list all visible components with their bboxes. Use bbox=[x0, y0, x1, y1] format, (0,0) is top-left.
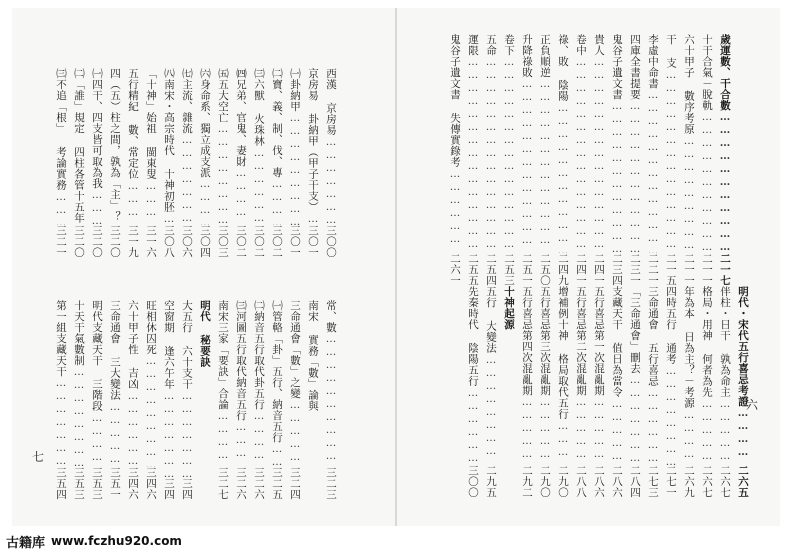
toc-entry-page: 三〇二 bbox=[253, 225, 265, 258]
toc-entry bbox=[572, 286, 590, 498]
toc-leader-dots bbox=[304, 213, 322, 226]
book-spread bbox=[12, 8, 780, 526]
toc-entry bbox=[250, 68, 268, 258]
toc-entry-page: 二六一 bbox=[449, 253, 461, 286]
toc-entry bbox=[626, 34, 644, 286]
toc-entry bbox=[662, 34, 680, 286]
toc-entry bbox=[268, 68, 286, 258]
toc-entry bbox=[286, 300, 304, 500]
toc-entry bbox=[250, 300, 268, 500]
toc-entry-title: 明代支藏天干 三階段 bbox=[91, 300, 103, 412]
toc-entry bbox=[232, 300, 250, 500]
toc-leader-dots bbox=[446, 168, 464, 254]
toc-entry-page: 二八八 bbox=[575, 465, 587, 498]
toc-entry-page: 三二〇 bbox=[73, 225, 85, 258]
right-top-toc-block bbox=[434, 34, 734, 286]
toc-entry bbox=[268, 300, 286, 500]
toc-entry-page: 三〇八 bbox=[163, 225, 175, 258]
toc-leader-dots bbox=[268, 178, 286, 225]
toc-entry-page: 三〇〇 bbox=[325, 225, 337, 258]
toc-entry-title: 卷中 bbox=[575, 34, 587, 56]
toc-entry bbox=[178, 300, 196, 500]
toc-entry bbox=[500, 34, 518, 286]
toc-entry-title: 格局・用神 何者為先 bbox=[701, 286, 713, 398]
toc-entry-page: 二三一 bbox=[629, 253, 641, 286]
toc-leader-dots bbox=[644, 387, 662, 466]
toc-entry bbox=[286, 68, 304, 258]
toc-leader-dots bbox=[482, 56, 500, 253]
toc-entry-page: 二七三 bbox=[647, 465, 659, 498]
toc-entry bbox=[518, 34, 536, 286]
toc-entry bbox=[554, 286, 572, 498]
toc-entry-title: 西漢 京房易 bbox=[325, 68, 337, 136]
toc-entry-title: 李虛中命書 bbox=[647, 34, 659, 89]
toc-leader-dots bbox=[88, 189, 106, 225]
toc-entry-title: 南宋 實務「數」論與 bbox=[307, 300, 319, 412]
toc-entry-title: 鬼谷子遺文書 失傳實錄考 bbox=[449, 34, 461, 168]
toc-entry bbox=[626, 286, 644, 498]
toc-entry-title: 五行喜忌第三次混亂期 bbox=[539, 286, 551, 396]
toc-entry bbox=[142, 300, 160, 500]
toc-entry-page: 三〇二 bbox=[271, 225, 283, 258]
toc-entry-title: 南宋三家「要訣」合論 bbox=[217, 300, 229, 410]
toc-entry-page: 三四 bbox=[181, 478, 193, 500]
toc-leader-dots bbox=[662, 69, 680, 254]
toc-entry-page: 三五三 bbox=[73, 467, 85, 500]
toc-entry bbox=[214, 300, 232, 500]
toc-leader-dots bbox=[178, 134, 196, 225]
toc-entry-title: 伴柱・日干 孰為命主 bbox=[719, 286, 731, 398]
toc-entry-title: 空窗期 逢六午年 bbox=[163, 300, 175, 390]
toc-leader-dots bbox=[734, 407, 752, 465]
right-page bbox=[396, 8, 780, 526]
toc-entry bbox=[214, 68, 232, 258]
toc-entry-page: 二九〇 bbox=[539, 465, 551, 498]
toc-leader-dots bbox=[536, 78, 554, 253]
toc-entry-page: 三二六 bbox=[253, 467, 265, 500]
toc-entry-title: 「三命通會」刪去 bbox=[629, 286, 641, 374]
toc-entry bbox=[608, 286, 626, 498]
toc-entry-title: 十干合氣－脫軌 bbox=[701, 34, 713, 111]
toc-leader-dots bbox=[196, 178, 214, 225]
toc-entry-page: 三〇一 bbox=[289, 225, 301, 258]
toc-entry-title: ㈤五大空亡 bbox=[217, 68, 229, 123]
toc-entry-title: 第一組支藏天干 bbox=[55, 300, 67, 377]
toc-entry bbox=[322, 300, 340, 500]
toc-entry bbox=[52, 68, 70, 258]
toc-entry bbox=[608, 34, 626, 286]
toc-leader-dots bbox=[142, 180, 160, 226]
toc-entry-page: 三二五 bbox=[271, 467, 283, 500]
toc-leader-dots bbox=[286, 399, 304, 467]
toc-entry bbox=[644, 34, 662, 286]
toc-entry-title: ㈡「誰」規定 四柱各管十五年 bbox=[73, 68, 85, 224]
toc-leader-dots bbox=[322, 136, 340, 226]
toc-entry-page: 二四一 bbox=[575, 253, 587, 286]
toc-leader-dots bbox=[70, 366, 88, 467]
toc-entry bbox=[554, 34, 572, 286]
toc-entry-title: 六十甲子 數序考原 bbox=[683, 34, 695, 135]
toc-entry bbox=[464, 286, 482, 498]
toc-entry-page: 三四 bbox=[163, 478, 175, 500]
toc-entry-title: 「十神」始祖 閩東叟 bbox=[145, 68, 157, 180]
toc-leader-dots bbox=[698, 111, 716, 253]
toc-entry bbox=[52, 300, 70, 500]
right-bottom-toc-block bbox=[434, 286, 752, 498]
toc-leader-dots bbox=[554, 420, 572, 466]
left-bottom-toc-block bbox=[40, 300, 340, 500]
toc-entry-page: 二一五 bbox=[665, 253, 677, 286]
toc-entry bbox=[644, 286, 662, 498]
toc-entry-page: 二一一 bbox=[683, 253, 695, 286]
toc-entry-title: 三命通會 五行喜忌 bbox=[647, 286, 659, 387]
toc-entry-title: 四時五行 通考 bbox=[665, 286, 677, 365]
toc-leader-dots bbox=[662, 365, 680, 466]
toc-entry bbox=[536, 286, 554, 498]
toc-entry bbox=[698, 34, 716, 286]
toc-leader-dots bbox=[160, 390, 178, 479]
toc-entry-page: 三〇二 bbox=[235, 225, 247, 258]
toc-entry-page: 三四六 bbox=[145, 467, 157, 500]
toc-entry-page: 二八六 bbox=[593, 465, 605, 498]
toc-leader-dots bbox=[482, 354, 500, 466]
toc-entry-title: 十神起源 bbox=[503, 286, 515, 330]
toc-leader-dots bbox=[52, 377, 70, 467]
toc-entry-page: 二九二 bbox=[521, 465, 533, 498]
toc-entry-title: 貴人 bbox=[593, 34, 605, 56]
toc-entry bbox=[196, 68, 214, 258]
toc-entry bbox=[698, 286, 716, 498]
toc-entry-page: 二六七 bbox=[701, 465, 713, 498]
toc-entry-page: 二五五 bbox=[467, 253, 479, 286]
toc-entry bbox=[88, 300, 106, 500]
toc-entry-page: 二三四 bbox=[611, 253, 623, 286]
toc-entry bbox=[106, 300, 124, 500]
toc-entry-page: 二八四 bbox=[629, 465, 641, 498]
toc-leader-dots bbox=[322, 333, 340, 467]
toc-entry-title: ㈣兄弟、官鬼、妻財 bbox=[235, 68, 247, 167]
toc-entry-title: 大五行 六十支干 bbox=[181, 300, 193, 390]
toc-leader-dots bbox=[124, 180, 142, 226]
toc-entry bbox=[590, 286, 608, 498]
toc-entry-title: 常、數 bbox=[325, 300, 337, 333]
toc-entry-page: 二五〇 bbox=[539, 253, 551, 286]
toc-entry-page: 二九〇 bbox=[557, 465, 569, 498]
toc-entry bbox=[88, 68, 106, 258]
toc-leader-dots bbox=[214, 123, 232, 225]
toc-leader-dots bbox=[268, 443, 286, 467]
toc-entry-page: 二八六 bbox=[611, 465, 623, 498]
toc-entry bbox=[680, 34, 698, 286]
toc-entry-title: 支藏天干 值日為當令 bbox=[611, 286, 623, 398]
toc-entry-page: 二二一 bbox=[647, 253, 659, 286]
toc-entry-page: 三一九 bbox=[127, 225, 139, 258]
toc-entry-page: 三二七 bbox=[217, 467, 229, 500]
site-url: www.fczhu920.com bbox=[51, 534, 182, 548]
toc-leader-dots bbox=[178, 390, 196, 479]
toc-entry bbox=[304, 300, 322, 500]
toc-leader-dots bbox=[716, 111, 734, 253]
toc-entry-page: 二四九 bbox=[557, 253, 569, 286]
toc-leader-dots bbox=[124, 390, 142, 468]
toc-entry bbox=[142, 68, 160, 258]
toc-entry-title: 干 支 bbox=[665, 34, 677, 69]
toc-entry-title: 歲運數、干合數 bbox=[719, 34, 731, 111]
toc-leader-dots bbox=[626, 374, 644, 465]
left-page bbox=[12, 8, 396, 526]
toc-entry bbox=[178, 68, 196, 258]
toc-entry-title: 祿、敗 陰陽 bbox=[557, 34, 569, 102]
toc-entry-page: 二五一 bbox=[521, 253, 533, 286]
toc-leader-dots bbox=[572, 56, 590, 253]
toc-entry-title: ㈦主流、雜流 bbox=[181, 68, 193, 134]
left-top-toc-block bbox=[40, 68, 340, 258]
toc-entry-page: 二九五 bbox=[485, 465, 497, 498]
toc-entry-page: 二一一 bbox=[701, 253, 713, 286]
toc-leader-dots bbox=[590, 56, 608, 253]
toc-leader-dots bbox=[250, 410, 268, 467]
right-page-number: 六 bbox=[746, 398, 759, 412]
toc-entry-title: ㈢六獸 火珠林 bbox=[253, 68, 265, 147]
toc-entry-title: ㈠四干、四支皆可取為我 bbox=[91, 68, 103, 189]
toc-entry-page: 三二一 bbox=[55, 225, 67, 258]
toc-entry-page: 三五一 bbox=[109, 467, 121, 500]
toc-entry-page: 三一六 bbox=[145, 225, 157, 258]
toc-entry-page: 三二六 bbox=[235, 467, 247, 500]
toc-entry-title: ㈧南宋・高宗時代 十神初胚 bbox=[163, 68, 175, 213]
toc-entry-page: 三二〇 bbox=[91, 225, 103, 258]
toc-entry bbox=[446, 34, 464, 286]
toc-entry-page: 三〇四 bbox=[199, 225, 211, 258]
toc-entry bbox=[590, 34, 608, 286]
toc-entry-title: 旺相休囚死 bbox=[145, 300, 157, 355]
toc-entry-page: 二六五 bbox=[737, 465, 749, 498]
toc-entry-title: 升降祿敗 bbox=[521, 34, 533, 78]
toc-entry bbox=[536, 34, 554, 286]
toc-entry-title: ㈡寶、義、制、伐、專 bbox=[271, 68, 283, 178]
toc-entry-page: 三〇六 bbox=[181, 225, 193, 258]
toc-entry bbox=[160, 68, 178, 258]
toc-entry-title: 明代 秘要訣 bbox=[199, 300, 211, 368]
toc-entry bbox=[662, 286, 680, 498]
toc-entry bbox=[70, 300, 88, 500]
toc-entry-page: 二六七 bbox=[719, 465, 731, 498]
toc-entry-page: 三二三 bbox=[325, 467, 337, 500]
toc-leader-dots bbox=[608, 100, 626, 253]
toc-leader-dots bbox=[250, 147, 268, 226]
toc-leader-dots bbox=[286, 112, 304, 225]
toc-entry-title: 四庫全書提要 bbox=[629, 34, 641, 100]
toc-entry-title: 五行喜忌第二次混亂期 bbox=[575, 286, 587, 396]
toc-leader-dots bbox=[698, 398, 716, 466]
toc-entry-title: 五行喜忌第一次混亂期 bbox=[593, 286, 605, 396]
toc-entry bbox=[304, 68, 322, 258]
toc-leader-dots bbox=[536, 396, 554, 465]
toc-entry bbox=[482, 34, 500, 286]
toc-entry-page: 三〇一 bbox=[307, 225, 319, 258]
toc-entry-title: 年為本 日為主？－考源 bbox=[683, 286, 695, 409]
toc-entry bbox=[680, 286, 698, 498]
toc-entry bbox=[716, 286, 734, 498]
toc-entry bbox=[106, 68, 124, 258]
toc-entry bbox=[500, 286, 518, 498]
toc-leader-dots bbox=[716, 398, 734, 466]
toc-leader-dots bbox=[626, 100, 644, 253]
toc-leader-dots bbox=[464, 387, 482, 466]
toc-entry-title: ㈠管輅「卦」五行、納音五行 bbox=[271, 300, 283, 443]
toc-entry bbox=[160, 300, 178, 500]
toc-entry-page: 三〇三 bbox=[217, 225, 229, 258]
toc-leader-dots bbox=[554, 102, 572, 254]
toc-leader-dots bbox=[88, 412, 106, 468]
toc-entry-title: 十天干氣數制 bbox=[73, 300, 85, 366]
toc-entry bbox=[124, 68, 142, 258]
toc-entry bbox=[232, 68, 250, 258]
toc-entry bbox=[734, 286, 752, 498]
toc-leader-dots bbox=[52, 191, 70, 226]
toc-entry-page: 三二〇 bbox=[109, 225, 121, 258]
toc-entry bbox=[196, 300, 214, 500]
toc-entry bbox=[482, 286, 500, 498]
toc-entry-page: 二六九 bbox=[683, 465, 695, 498]
toc-entry-page: 二一七 bbox=[719, 253, 731, 286]
toc-leader-dots bbox=[590, 396, 608, 465]
toc-entry-title: 運限 bbox=[467, 34, 479, 56]
toc-leader-dots bbox=[214, 410, 232, 467]
toc-leader-dots bbox=[680, 135, 698, 254]
toc-entry-title: ㈢不追「根」 考論實務 bbox=[55, 68, 67, 191]
toc-entry-title: 五行精紀 數、常定位 bbox=[127, 68, 139, 180]
toc-leader-dots bbox=[232, 421, 250, 467]
toc-entry-title: 五命 bbox=[485, 34, 497, 56]
toc-entry bbox=[716, 34, 734, 286]
toc-entry-page: 三五三 bbox=[91, 467, 103, 500]
toc-entry bbox=[518, 286, 536, 498]
toc-entry bbox=[70, 68, 88, 258]
toc-leader-dots bbox=[106, 401, 124, 468]
toc-leader-dots bbox=[608, 398, 626, 466]
toc-entry-title: ㈠卦納甲 bbox=[289, 68, 301, 112]
toc-entry-page: 三二四 bbox=[289, 467, 301, 500]
toc-entry-title: 四（五）柱之間，孰為「主」？ bbox=[109, 68, 121, 222]
toc-entry-title: 明代・宋代五行喜忌考證 bbox=[737, 286, 749, 407]
toc-leader-dots bbox=[142, 355, 160, 467]
toc-entry-page: 二七一 bbox=[665, 465, 677, 498]
toc-entry bbox=[322, 68, 340, 258]
watermark-footer bbox=[6, 531, 182, 551]
toc-entry-title: ㈡納音五行取代卦五行 bbox=[253, 300, 265, 410]
toc-entry-title: 增補例十神 格局取代五行 bbox=[557, 286, 569, 420]
toc-entry-title: 鬼谷子遺文書 bbox=[611, 34, 623, 100]
toc-leader-dots bbox=[232, 167, 250, 225]
toc-entry bbox=[124, 300, 142, 500]
toc-leader-dots bbox=[160, 213, 178, 226]
site-name: 古籍库 bbox=[6, 535, 46, 551]
toc-entry-title: 五行喜忌第四次混亂期 bbox=[521, 286, 533, 396]
toc-entry-title: 京房易 卦納甲（甲子干支） bbox=[307, 68, 319, 213]
toc-leader-dots bbox=[500, 56, 518, 253]
toc-entry-title: 正負順逆 bbox=[539, 34, 551, 78]
toc-entry-title: ㈢河圖五行取代納音五行 bbox=[235, 300, 247, 421]
toc-leader-dots bbox=[644, 89, 662, 253]
toc-entry-page: 三〇〇 bbox=[467, 465, 479, 498]
toc-entry-page: 二四一 bbox=[593, 253, 605, 286]
toc-entry-title: 三命通會「數」之變 bbox=[289, 300, 301, 399]
toc-entry-title: 卷下 bbox=[503, 34, 515, 56]
toc-leader-dots bbox=[518, 78, 536, 253]
toc-entry-title: ㈥身命系、獨立成支派 bbox=[199, 68, 211, 178]
toc-entry-page: 三五四 bbox=[55, 467, 67, 500]
toc-entry-page: 二五三 bbox=[503, 253, 515, 286]
toc-entry bbox=[464, 34, 482, 286]
toc-leader-dots bbox=[464, 56, 482, 253]
toc-leader-dots bbox=[518, 396, 536, 465]
toc-entry-title: 六十甲子性 吉凶 bbox=[127, 300, 139, 390]
toc-entry-title: 先秦時代 陰陽五行 bbox=[467, 286, 479, 387]
toc-leader-dots bbox=[680, 409, 698, 466]
toc-leader-dots bbox=[572, 396, 590, 465]
left-page-number: 七 bbox=[32, 450, 45, 464]
toc-entry-title: 五行 大變法 bbox=[485, 286, 497, 354]
toc-entry-page: 二五四 bbox=[485, 253, 497, 286]
toc-entry-title: 三命通會 三大變法 bbox=[109, 300, 121, 401]
toc-entry-page: 三四六 bbox=[127, 467, 139, 500]
toc-entry bbox=[572, 34, 590, 286]
